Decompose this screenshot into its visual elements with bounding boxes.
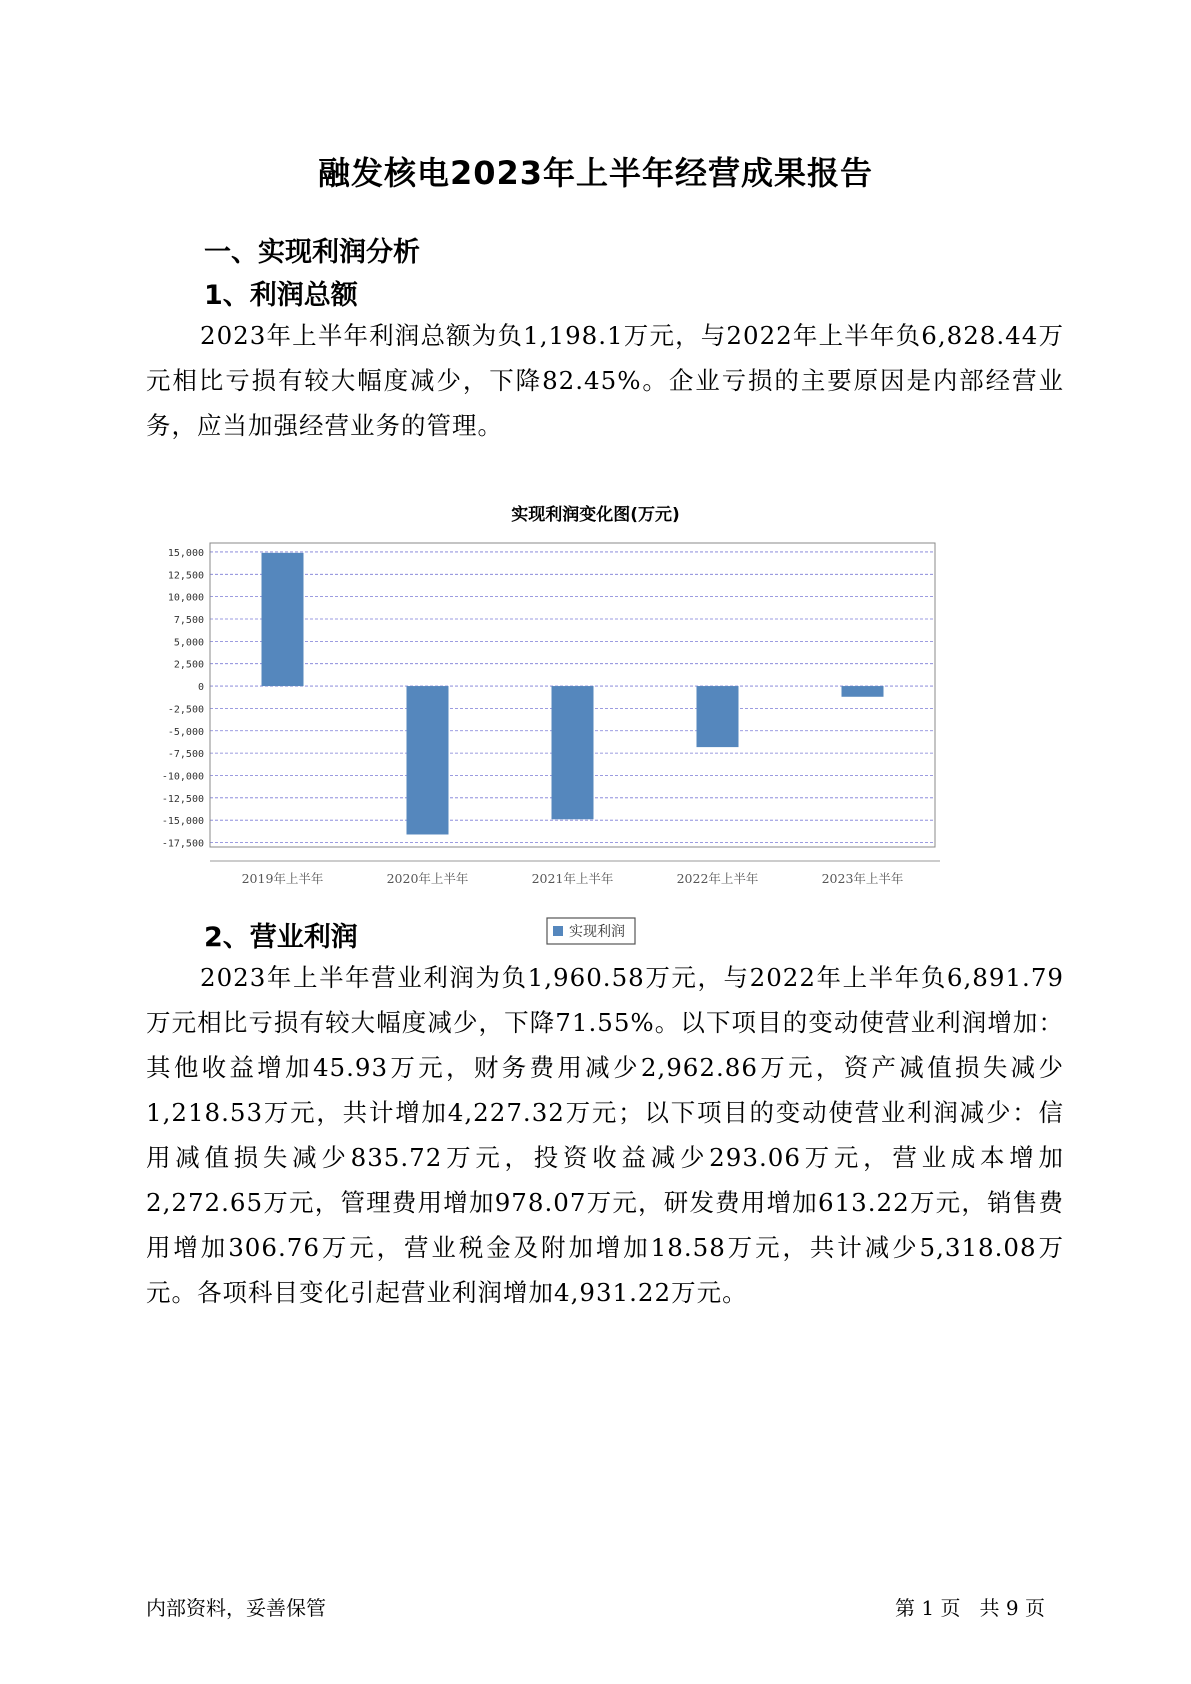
profit-bar-chart (160, 525, 1020, 955)
chart-bars (262, 553, 884, 835)
x-tick-label: 2023年上半年 (821, 871, 904, 886)
legend-label: 实现利润 (569, 924, 625, 940)
footer-page-number: 第 1 页 共 9 页 (895, 1596, 1045, 1620)
x-tick-label: 2021年上半年 (531, 871, 614, 886)
subsection-heading-total-profit: 1、利润总额 (204, 280, 358, 311)
y-tick-label: -2,500 (167, 704, 204, 716)
y-tick-label: -12,500 (161, 793, 204, 805)
section-heading: 一、实现利润分析 (204, 237, 420, 268)
bar-3 (552, 686, 594, 819)
y-tick-label: 5,000 (173, 637, 204, 649)
y-tick-label: 0 (197, 682, 204, 694)
y-tick-label: 12,500 (167, 570, 204, 582)
footer-confidential: 内部资料，妥善保管 (146, 1596, 326, 1620)
y-tick-label: -10,000 (161, 771, 204, 783)
x-tick-label: 2019年上半年 (241, 871, 324, 886)
chart-legend (547, 918, 635, 944)
y-axis-ticks (162, 548, 204, 850)
y-tick-label: 10,000 (167, 592, 204, 604)
y-tick-label: 2,500 (173, 659, 204, 671)
subsection-heading-operating-profit: 2、营业利润 (204, 922, 358, 953)
y-tick-label: -17,500 (161, 838, 204, 850)
bar-5 (842, 686, 884, 697)
y-tick-label: -7,500 (167, 749, 204, 761)
x-axis-ticks (210, 861, 940, 886)
y-tick-label: -5,000 (167, 726, 204, 738)
y-tick-label: 15,000 (167, 547, 204, 559)
y-tick-label: 7,500 (173, 615, 204, 626)
legend-swatch (553, 926, 563, 936)
x-tick-label: 2020年上半年 (386, 871, 469, 886)
report-title: 融发核电2023年上半年经营成果报告 (317, 154, 874, 192)
total-profit-paragraph: 2023年上半年利润总额为负1,198.1万元，与2022年上半年负6,828.44万元相比亏损有较大幅度减少，下降82.45%。企业亏损的主要原因是内部经营业务，应当加强经营业务的管理。 (146, 321, 1064, 440)
bar-2 (407, 686, 449, 834)
chart-title: 实现利润变化图(万元) (511, 505, 680, 525)
x-tick-label: 2022年上半年 (676, 871, 759, 886)
bar-4 (697, 686, 739, 747)
bar-1 (262, 553, 304, 686)
operating-profit-paragraph: 2023年上半年营业利润为负1,960.58万元，与2022年上半年负6,891.79万元相比亏损有较大幅度减少，下降71.55%。以下项目的变动使营业利润增加：其他收益增加45.93万元，财务费用减少2,962.86万元，资产减值损失减少1,218.53万元，共计增加4,227.32万元；以下项目的变动使营业利润减少：信用减值损失减少835.72万元，投资收益减少293.06万元，营业成本增加2,272.65万元，管理费用增加978.07万元，研发费用增加613.22万元，销售费用增加306.76万元，营业税金及附加增加18.58万元，共计减少5,318.08万元。各项科目变化引起营业利润增加4,931.22万元。 (146, 963, 1064, 1307)
y-tick-label: -15,000 (161, 816, 204, 828)
